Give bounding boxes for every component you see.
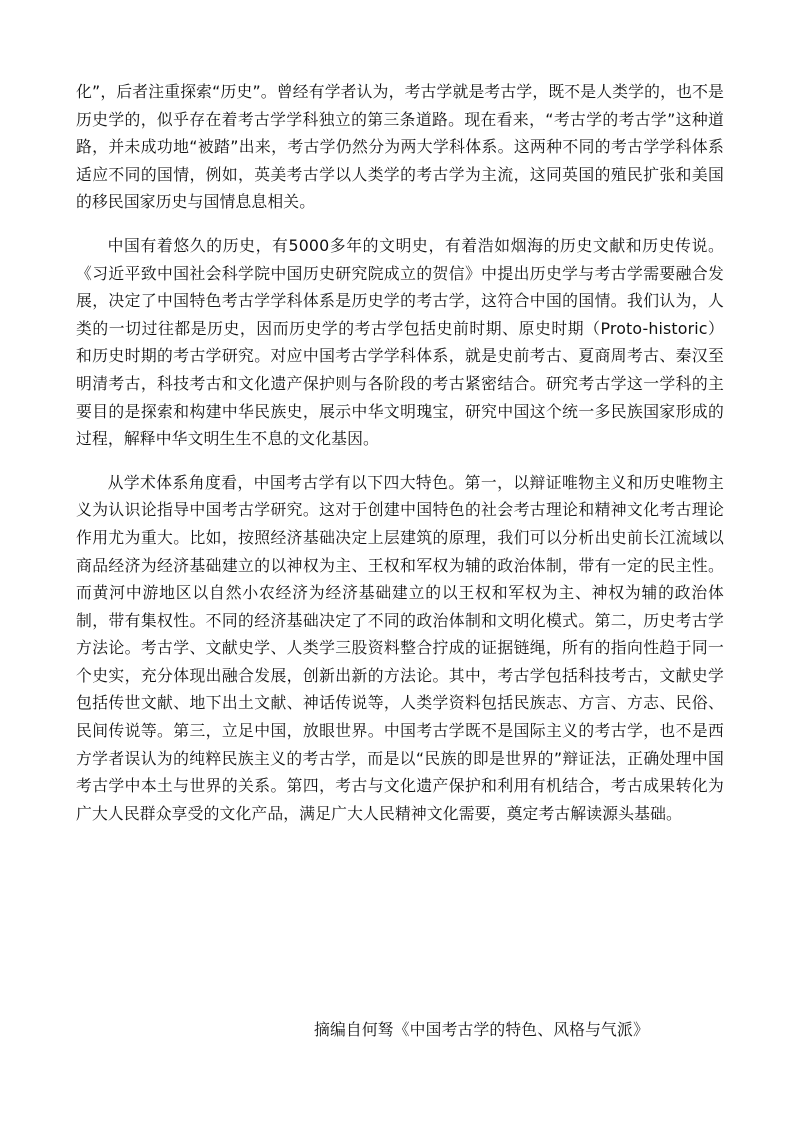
source-citation: 摘编自何驽《中国考古学的特色、风格与气派》 [314, 1020, 649, 1039]
paragraph-1: 化”，后者注重探索“历史”。曾经有学者认为，考古学就是考古学，既不是人类学的，也不是历史学的，似乎存在着考古学学科独立的第三条道路。现在看来，“考古学的考古学”这种道路，并未成功地“被踏”出来，考古学仍然分为两大学科体系。这两种不同的考古学学科体系适应不同的国情，例如，英美考古学以人类学的考古学为主流，这同英国的殖民扩张和美国的移民国家历史与国情息息相关。 [76, 82, 724, 212]
paragraph-3: 从学术体系角度看，中国考古学有以下四大特色。第一，以辩证唯物主义和历史唯物主义为认识论指导中国考古学研究。这对于创建中国特色的社会考古理论和精神文化考古理论作用尤为重大。比如，按照经济基础决定上层建筑的原理，我们可以分析出史前长江流域以商品经济为经济基础建立的以神权为主、王权和军权为辅的政治体制，带有一定的民主性。而黄河中游地区以自然小农经济为经济基础建立的以王权和军权为主、神权为辅的政治体制，带有集权性。不同的经济基础决定了不同的政治体制和文明化模式。第二，历史考古学方法论。考古学、文献史学、人类学三股资料整合拧成的证据链绳，所有的指向性趋于同一个史实，充分体现出融合发展，创新出新的方法论。其中，考古学包括科技考古，文献史学包括传世文献、地下出土文献、神话传说等，人类学资料包括民族志、方言、方志、民俗、民间传说等。第三，立足中国，放眼世界。中国考古学既不是国际主义的考古学，也不是西方学者误认为的纯粹民族主义的考古学，而是以“民族的即是世界的”辩证法，正确处理中国考古学中本土与世界的关系。第四，考古与文化遗产保护和利用有机结合，考古成果转化为广大人民群众享受的文化产品，满足广大人民精神文化需要，奠定考古解读源头基础。 [76, 472, 724, 823]
document-body [76, 78, 724, 827]
paragraph-2: 中国有着悠久的历史，有5000多年的文明史，有着浩如烟海的历史文献和历史传说。《习近平致中国社会科学院中国历史研究院成立的贺信》中提出历史学与考古学需要融合发展，决定了中国特色考古学学科体系是历史学的考古学，这符合中国的国情。我们认为，人类的一切过往都是历史，因而历史学的考古学包括史前时期、原史时期（Proto-historic）和历史时期的考古学研究。对应中国考古学学科体系，就是史前考古、夏商周考古、秦汉至明清考古，科技考古和文化遗产保护则与各阶段的考古紧密结合。研究考古学这一学科的主要目的是探索和构建中华民族史，展示中华文明瑰宝，研究中国这个统一多民族国家形成的过程，解释中华文明生生不息的文化基因。 [76, 235, 724, 449]
